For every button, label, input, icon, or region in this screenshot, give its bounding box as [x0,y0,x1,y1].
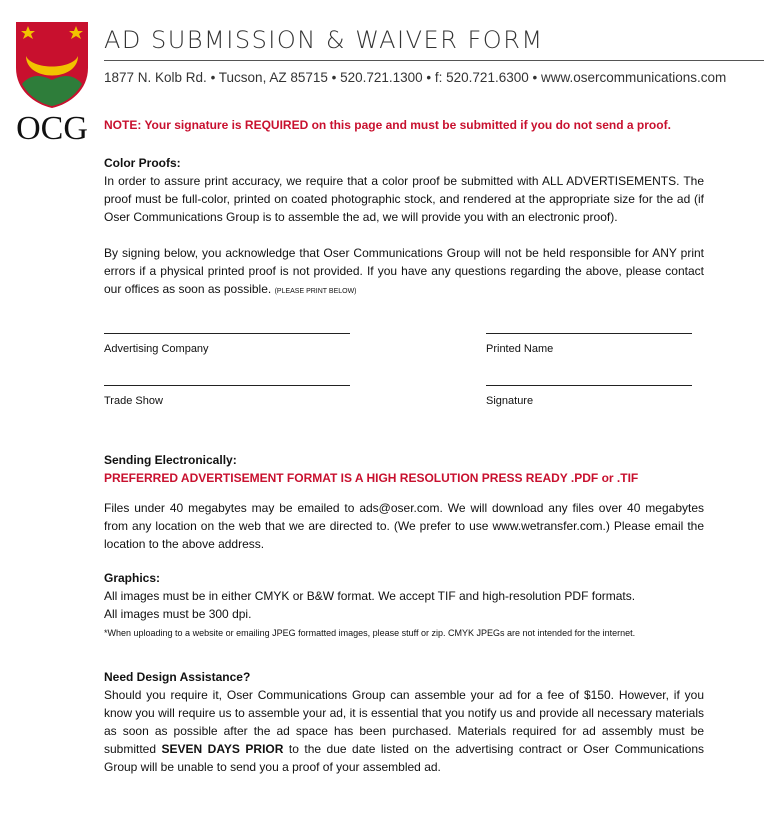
acknowledgement-text: By signing below, you acknowledge that Oser Communications Group will not be held responsible for ANY print errors if a physical printed proof is not provided. If you have any questions regarding the above, please contact our offices as soon as possible. [104,246,704,296]
sending-paragraph: Files under 40 megabytes may be emailed to ads@oser.com. We will download any files over 40 megabytes from any location on the web that we are directed to. (We prefer to use www.wetransfer.com.) Please email the location to the above address. [104,501,704,551]
sending-heading: Sending Electronically: [104,453,237,467]
preferred-format: PREFERRED ADVERTISEMENT FORMAT IS A HIGH RESOLUTION PRESS READY .PDF or .TIF [104,471,639,485]
logo-text: OCG [16,110,88,147]
design-paragraph [104,686,704,776]
header-divider [104,60,764,61]
color-proofs-paragraph: In order to assure print accuracy, we require that a color proof be submitted with ALL ADVERTISEMENTS. The proof must be full-color, printed on coated photographic stock, and rendered at the appropriate size for the ad (if Oser Communications Group is to assemble the ad, we will provide you with an electronic proof). [104,174,704,224]
acknowledgement-paragraph [104,244,704,301]
signature-row-1 [104,333,704,385]
signature-line [486,385,692,386]
signature-label: Signature [486,395,534,407]
advertising-company-label: Advertising Company [104,343,209,355]
trade-show-field[interactable] [104,385,350,410]
form-content [104,116,704,776]
design-text-after: to the due date listed on the advertising contract or Oser Communications Group will be unable to send you a proof of your assembled ad. [104,742,705,774]
signature-note: NOTE: Your signature is REQUIRED on this page and must be submitted if you do not send a proof. [104,118,671,132]
ocg-logo [14,20,90,147]
design-text-before: Should you require it, Oser Communications Group can assemble your ad for a fee of $150. However, if you know you will require us to assemble your ad, it is essential that you notify us and provide all necessary materials as soon as possible after the ad space has been purchased. Materials required for ad assembly must be submitted [104,688,704,756]
contact-address: 1877 N. Kolb Rd. • Tucson, AZ 85715 • 520.721.1300 • f: 520.721.6300 • www.osercommunications.com [104,70,727,85]
graphics-footnote: *When uploading to a website or emailing JPEG formatted images, please stuff or zip. CMYK JPEGs are not intended for the internet. [104,628,636,638]
trade-show-label: Trade Show [104,395,163,407]
trade-show-line [104,385,350,386]
signature-row-2 [104,385,704,437]
advertising-company-field[interactable] [104,333,350,358]
shield-logo-icon [14,20,90,110]
page-title: AD SUBMISSION & WAIVER FORM [104,26,544,54]
color-proofs-heading: Color Proofs: [104,156,181,170]
design-heading: Need Design Assistance? [104,670,251,684]
graphics-line-2: All images must be 300 dpi. [104,607,252,621]
design-emphasis: SEVEN DAYS PRIOR [161,742,284,756]
printed-name-line [486,333,692,334]
advertising-company-line [104,333,350,334]
signature-field[interactable] [486,385,692,410]
graphics-line-1: All images must be in either CMYK or B&W format. We accept TIF and high-resolution PDF formats. [104,589,636,603]
print-below-note: (PLEASE PRINT BELOW) [274,288,357,295]
graphics-heading: Graphics: [104,571,161,585]
printed-name-label: Printed Name [486,343,554,355]
printed-name-field[interactable] [486,333,692,358]
